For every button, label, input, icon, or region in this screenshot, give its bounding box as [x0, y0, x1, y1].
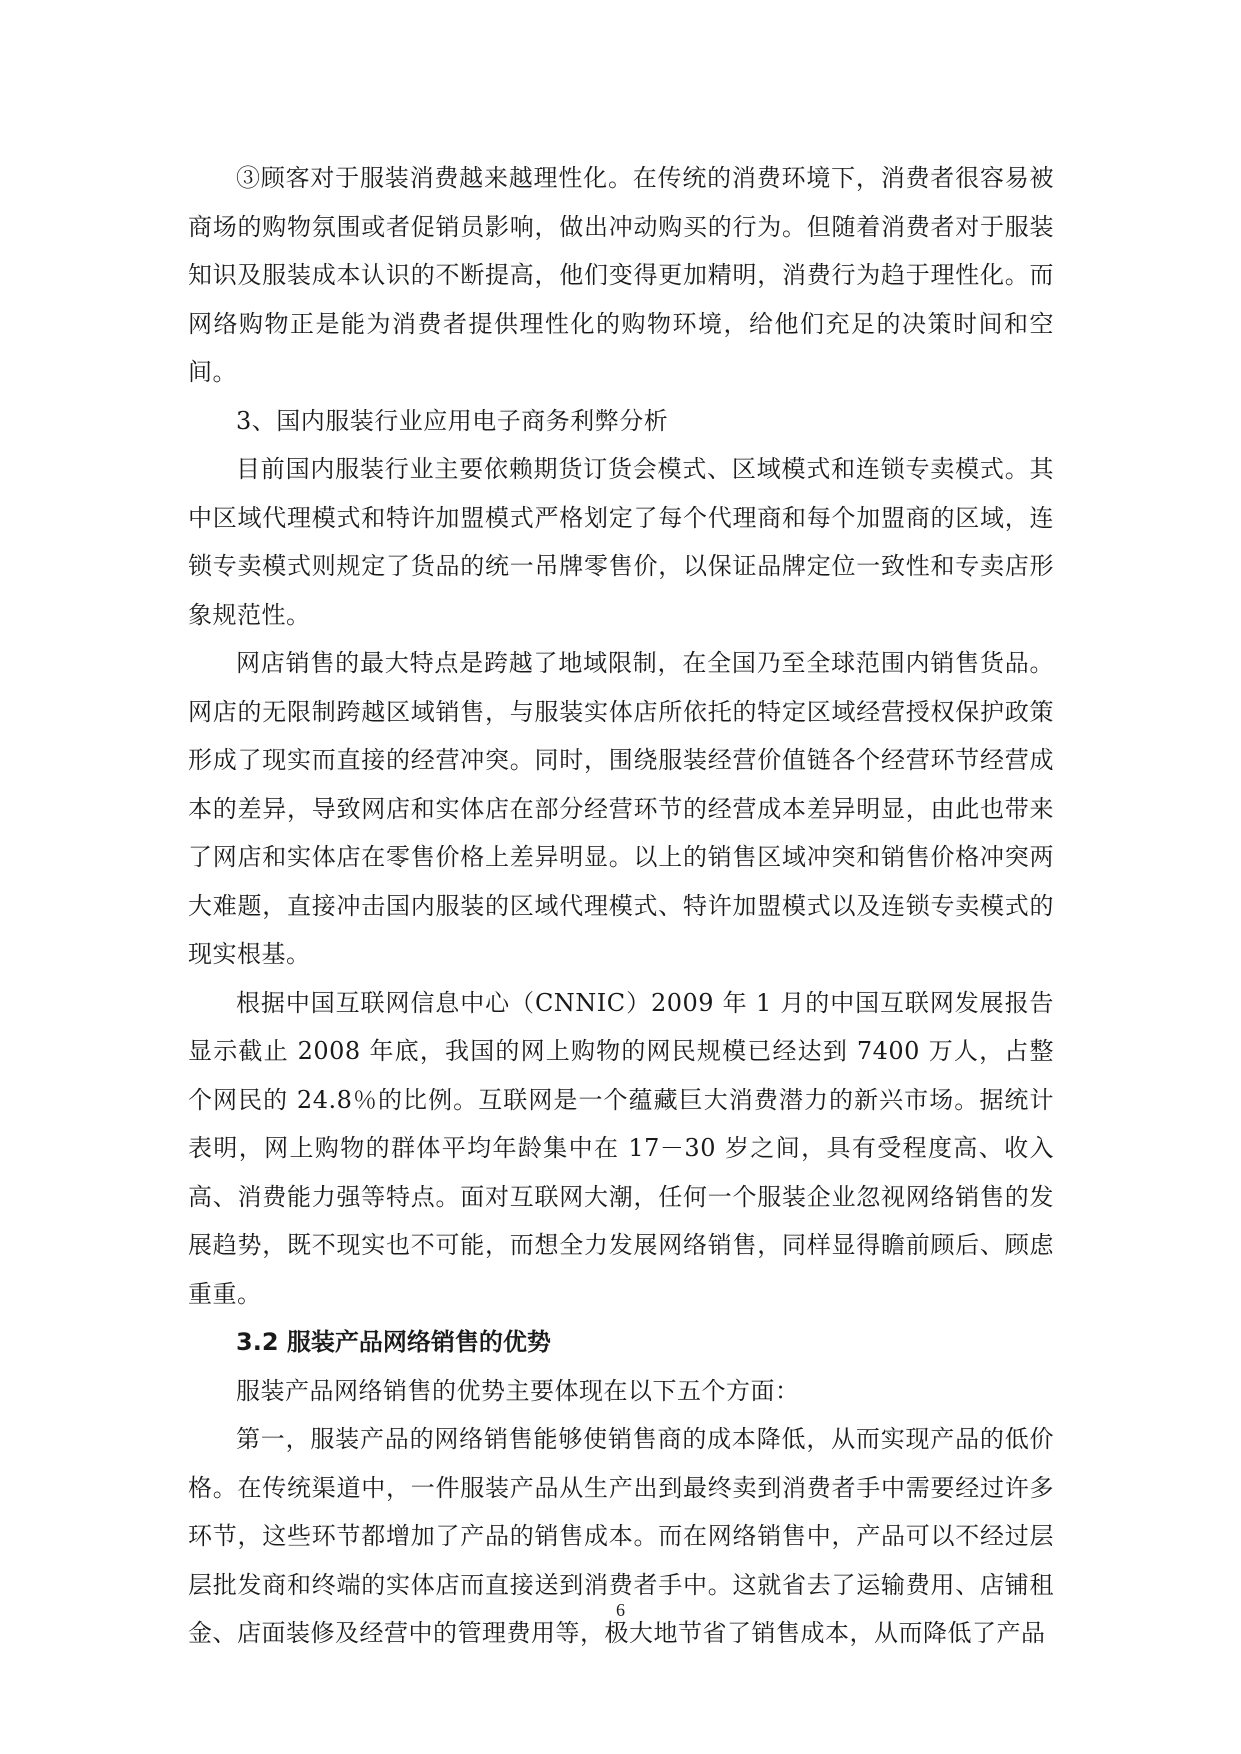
paragraph-advantages-intro: 服装产品网络销售的优势主要体现在以下五个方面：	[236, 1376, 800, 1405]
page-body	[188, 154, 1054, 1658]
section-heading-advantages: 3.2 服装产品网络销售的优势	[236, 1328, 551, 1356]
paragraph-cnnic-statistics: 根据中国互联网信息中心（CNNIC）2009 年 1 月的中国互联网发展报告显示截止 2008 年底，我国的网上购物的网民规模已经达到 7400 万人，占整个网民的 24.8％的比例。互联网是一个蕴藏巨大消费潜力的新兴市场。据统计表明，网上购物的群体平均年龄集中在 17－30 岁之间，具有受程度高、收入高、消费能力强等特点。面对互联网大潮，任何一个服装企业忽视网络销售的发展趋势，既不现实也不可能，而想全力发展网络销售，同样显得瞻前顾后、顾虑重重。	[188, 988, 1054, 1308]
paragraph-consumer-rationality: ③顾客对于服装消费越来越理性化。在传统的消费环境下，消费者很容易被商场的购物氛围或者促销员影响，做出冲动购买的行为。但随着消费者对于服装知识及服装成本认识的不断提高，他们变得更加精明，消费行为趋于理性化。而网络购物正是能为消费者提供理性化的购物环境，给他们充足的决策时间和空间。	[188, 164, 1054, 386]
paragraph-industry-models: 目前国内服装行业主要依赖期货订货会模式、区域模式和连锁专卖模式。其中区域代理模式和特许加盟模式严格划定了每个代理商和每个加盟商的区域，连锁专卖模式则规定了货品的统一吊牌零售价，以保证品牌定位一致性和专卖店形象规范性。	[188, 455, 1054, 629]
section-subtitle-pros-cons: 3、国内服装行业应用电子商务利弊分析	[236, 406, 669, 435]
paragraph-first-advantage: 第一，服装产品的网络销售能够使销售商的成本降低，从而实现产品的低价格。在传统渠道中，一件服装产品从生产出到最终卖到消费者手中需要经过许多环节，这些环节都增加了产品的销售成本。而在网络销售中，产品可以不经过层层批发商和终端的实体店而直接送到消费者手中。这就省去了运输费用、店铺租金、店面装修及经营中的管理费用等，极大地节省了销售成本，从而降低了产品	[188, 1425, 1054, 1647]
page-number: 6	[616, 1600, 625, 1620]
paragraph-online-store-conflict: 网店销售的最大特点是跨越了地域限制，在全国乃至全球范围内销售货品。网店的无限制跨越区域销售，与服装实体店所依托的特定区域经营授权保护政策形成了现实而直接的经营冲突。同时，围绕服装经营价值链各个经营环节经营成本的差异，导致网店和实体店在部分经营环节的经营成本差异明显，由此也带来了网店和实体店在零售价格上差异明显。以上的销售区域冲突和销售价格冲突两大难题，直接冲击国内服装的区域代理模式、特许加盟模式以及连锁专卖模式的现实根基。	[188, 649, 1054, 968]
